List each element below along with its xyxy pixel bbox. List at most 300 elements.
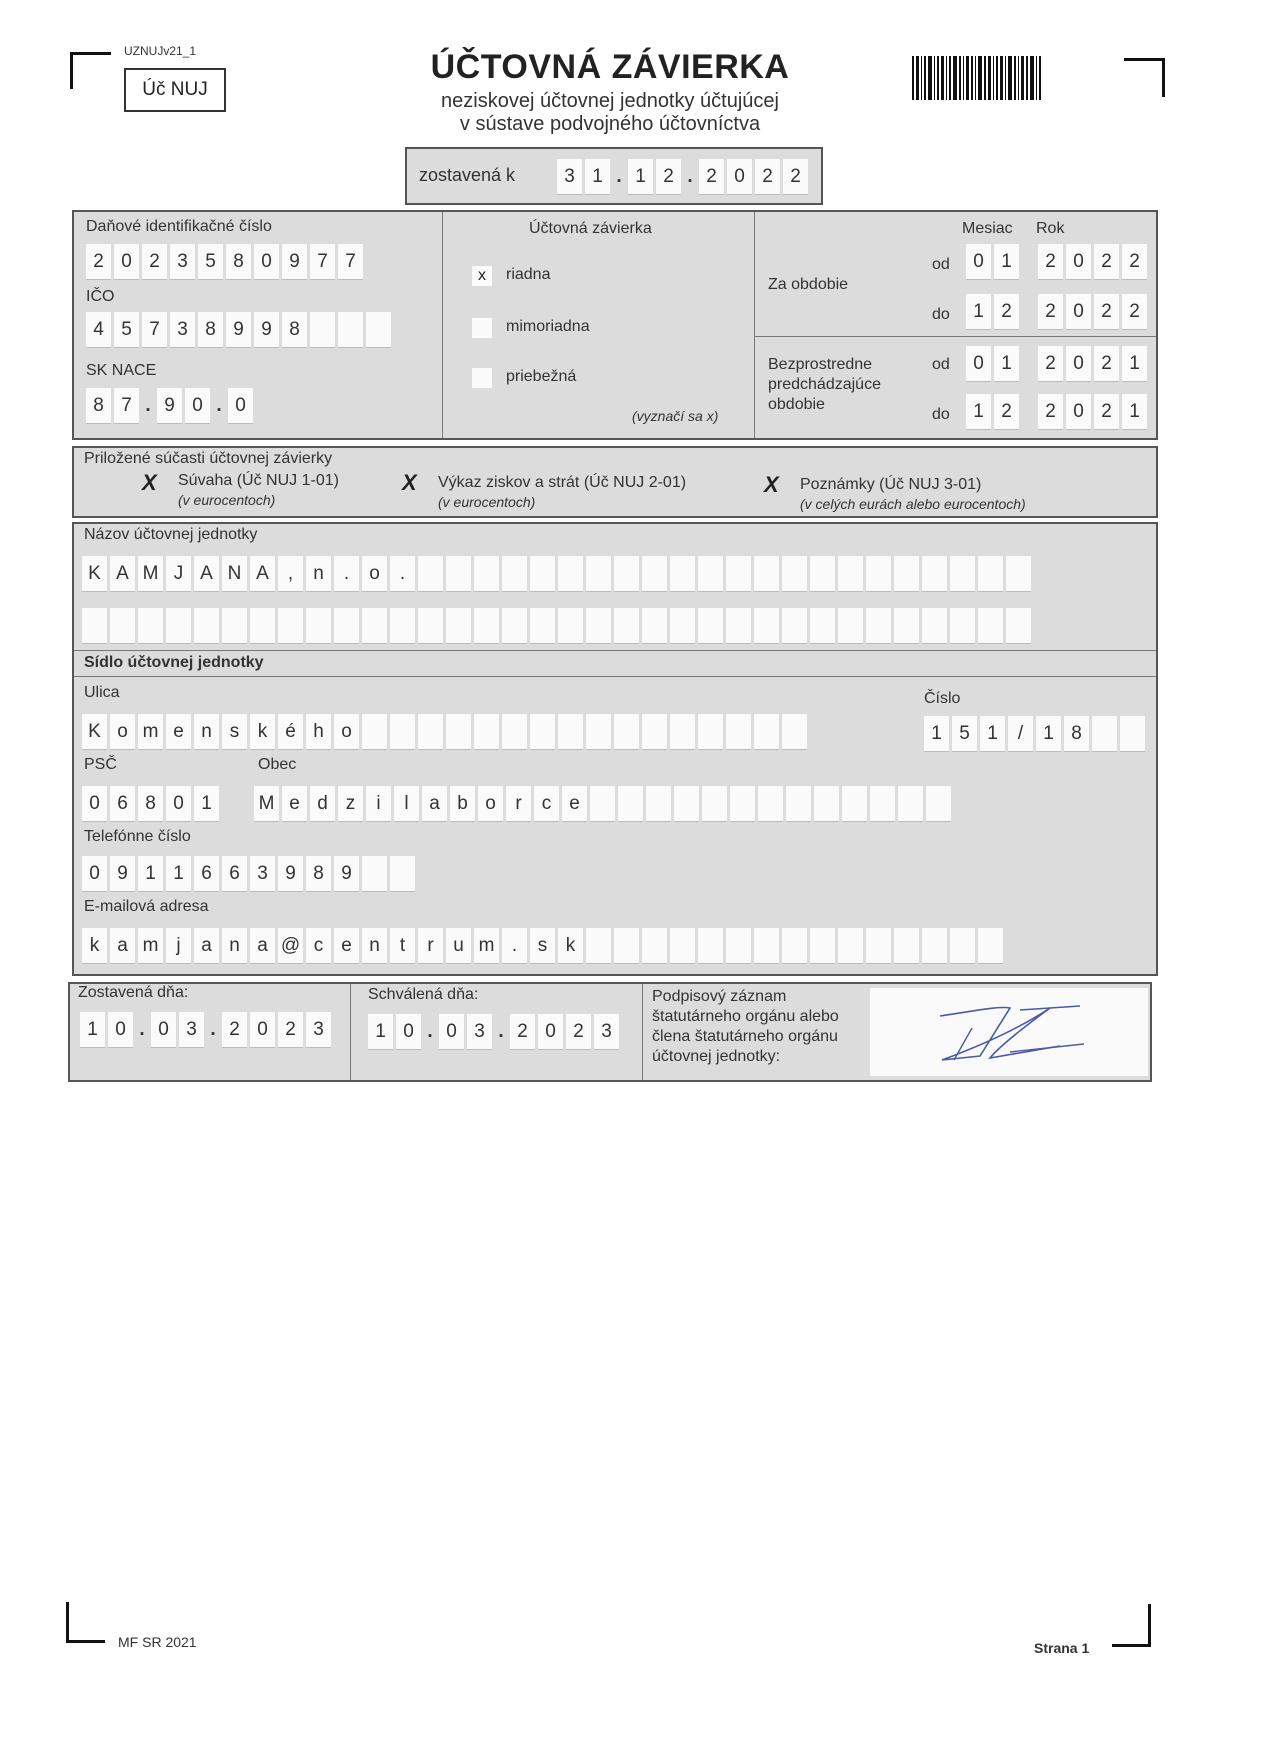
- char-cell[interactable]: o: [110, 714, 135, 750]
- approved-on-cells: [368, 1014, 619, 1050]
- char-cell[interactable]: 1: [980, 716, 1005, 752]
- char-cell[interactable]: M: [254, 786, 279, 822]
- char-cell[interactable]: [474, 556, 499, 592]
- char-cell[interactable]: l: [394, 786, 419, 822]
- checkbox-extraordinary[interactable]: [472, 318, 492, 338]
- char-cell[interactable]: [418, 556, 443, 592]
- char-cell[interactable]: 2: [1038, 294, 1063, 330]
- char-cell[interactable]: 0: [151, 1012, 176, 1048]
- char-cell[interactable]: 2: [994, 394, 1019, 430]
- checkbox-regular[interactable]: x: [472, 266, 492, 286]
- char-cell[interactable]: 3: [250, 856, 275, 892]
- char-cell[interactable]: é: [278, 714, 303, 750]
- char-cell[interactable]: 1: [585, 159, 610, 195]
- char-cell[interactable]: n: [194, 714, 219, 750]
- char-cell[interactable]: [782, 714, 807, 750]
- char-cell[interactable]: 7: [114, 388, 139, 424]
- char-cell[interactable]: 7: [310, 244, 335, 280]
- char-cell[interactable]: 6: [194, 856, 219, 892]
- char-cell[interactable]: .: [390, 556, 415, 592]
- email-label: E-mailová adresa: [84, 898, 209, 915]
- char-cell[interactable]: [698, 556, 723, 592]
- char-cell[interactable]: 1: [966, 294, 991, 330]
- char-cell[interactable]: e: [282, 786, 307, 822]
- char-cell[interactable]: [894, 608, 919, 644]
- char-cell[interactable]: 2: [1038, 244, 1063, 280]
- char-cell[interactable]: 0: [185, 388, 210, 424]
- char-cell[interactable]: [502, 714, 527, 750]
- char-cell[interactable]: [782, 608, 807, 644]
- char-cell[interactable]: [754, 714, 779, 750]
- char-cell[interactable]: [758, 786, 783, 822]
- char-cell[interactable]: [586, 556, 611, 592]
- char-cell[interactable]: k: [558, 928, 583, 964]
- char-cell[interactable]: [870, 786, 895, 822]
- char-cell[interactable]: 9: [226, 312, 251, 348]
- char-cell[interactable]: [894, 928, 919, 964]
- char-cell[interactable]: [922, 556, 947, 592]
- char-cell[interactable]: [338, 312, 363, 348]
- char-cell[interactable]: 3: [557, 159, 582, 195]
- char-cell[interactable]: 5: [114, 312, 139, 348]
- char-cell[interactable]: [726, 928, 751, 964]
- separator: .: [427, 1021, 433, 1042]
- char-cell[interactable]: [642, 714, 667, 750]
- char-cell[interactable]: K: [82, 556, 107, 592]
- closing-type-header: Účtovná závierka: [529, 220, 652, 237]
- char-cell[interactable]: r: [506, 786, 531, 822]
- dic-cells: [86, 244, 363, 280]
- char-cell[interactable]: a: [422, 786, 447, 822]
- char-cell[interactable]: [586, 714, 611, 750]
- char-cell[interactable]: 2: [510, 1014, 535, 1050]
- char-cell[interactable]: 3: [594, 1014, 619, 1050]
- current-from-month: [966, 244, 1019, 280]
- char-cell[interactable]: 3: [467, 1014, 492, 1050]
- char-cell[interactable]: [110, 608, 135, 644]
- char-cell[interactable]: 3: [170, 312, 195, 348]
- char-cell[interactable]: 0: [82, 856, 107, 892]
- attachment-pl-note: (v eurocentoch): [438, 494, 536, 510]
- char-cell[interactable]: 8: [306, 856, 331, 892]
- previous-from-label: od: [932, 356, 950, 373]
- char-cell[interactable]: [698, 928, 723, 964]
- char-cell[interactable]: [670, 714, 695, 750]
- char-cell[interactable]: 9: [157, 388, 182, 424]
- char-cell[interactable]: 1: [628, 159, 653, 195]
- char-cell[interactable]: r: [418, 928, 443, 964]
- char-cell[interactable]: [306, 608, 331, 644]
- separator: .: [210, 1019, 216, 1040]
- attachment-notes-mark[interactable]: X: [764, 472, 779, 497]
- char-cell[interactable]: [446, 608, 471, 644]
- char-cell[interactable]: [530, 714, 555, 750]
- char-cell[interactable]: 4: [86, 312, 111, 348]
- char-cell[interactable]: [950, 608, 975, 644]
- char-cell[interactable]: [558, 556, 583, 592]
- char-cell[interactable]: j: [166, 928, 191, 964]
- char-cell[interactable]: a: [194, 928, 219, 964]
- char-cell[interactable]: 0: [727, 159, 752, 195]
- char-cell[interactable]: 6: [110, 786, 135, 822]
- char-cell[interactable]: 0: [966, 346, 991, 382]
- char-cell[interactable]: [674, 786, 699, 822]
- char-cell[interactable]: [698, 608, 723, 644]
- char-cell[interactable]: K: [82, 714, 107, 750]
- char-cell[interactable]: 9: [282, 244, 307, 280]
- previous-period-label-2: predchádzajúce: [768, 376, 881, 393]
- char-cell[interactable]: [698, 714, 723, 750]
- checkbox-interim[interactable]: [472, 368, 492, 388]
- char-cell[interactable]: a: [110, 928, 135, 964]
- corner-mark-bottom-right: [1112, 1604, 1151, 1647]
- char-cell[interactable]: 1: [966, 394, 991, 430]
- char-cell[interactable]: 0: [538, 1014, 563, 1050]
- char-cell[interactable]: 1: [994, 346, 1019, 382]
- char-cell[interactable]: 5: [198, 244, 223, 280]
- attachment-pl-mark[interactable]: X: [402, 470, 417, 495]
- char-cell[interactable]: A: [194, 556, 219, 592]
- char-cell[interactable]: [418, 608, 443, 644]
- char-cell[interactable]: J: [166, 556, 191, 592]
- char-cell[interactable]: N: [222, 556, 247, 592]
- char-cell[interactable]: A: [250, 556, 275, 592]
- char-cell[interactable]: [926, 786, 951, 822]
- corner-mark-top-right: [1124, 58, 1165, 97]
- char-cell[interactable]: [530, 608, 555, 644]
- city-cells: [254, 786, 951, 822]
- char-cell[interactable]: [586, 608, 611, 644]
- char-cell[interactable]: [558, 608, 583, 644]
- char-cell[interactable]: [642, 608, 667, 644]
- char-cell[interactable]: 3: [179, 1012, 204, 1048]
- char-cell[interactable]: M: [138, 556, 163, 592]
- char-cell[interactable]: 2: [1094, 294, 1119, 330]
- char-cell[interactable]: 3: [306, 1012, 331, 1048]
- char-cell[interactable]: 2: [656, 159, 681, 195]
- char-cell[interactable]: [810, 556, 835, 592]
- char-cell[interactable]: d: [310, 786, 335, 822]
- char-cell[interactable]: [642, 928, 667, 964]
- char-cell[interactable]: [362, 608, 387, 644]
- char-cell[interactable]: 0: [966, 244, 991, 280]
- char-cell[interactable]: 2: [142, 244, 167, 280]
- approved-on-label: Schválená dňa:: [368, 986, 479, 1003]
- char-cell[interactable]: [334, 608, 359, 644]
- ico-cells: [86, 312, 391, 348]
- char-cell[interactable]: [1120, 716, 1145, 752]
- signature-label-3: člena štatutárneho orgánu: [652, 1028, 838, 1045]
- char-cell[interactable]: /: [1008, 716, 1033, 752]
- char-cell[interactable]: 0: [108, 1012, 133, 1048]
- char-cell[interactable]: 2: [1122, 294, 1147, 330]
- char-cell[interactable]: [670, 608, 695, 644]
- char-cell[interactable]: [250, 608, 275, 644]
- char-cell[interactable]: s: [222, 714, 247, 750]
- char-cell[interactable]: [642, 556, 667, 592]
- char-cell[interactable]: [586, 928, 611, 964]
- char-cell[interactable]: e: [334, 928, 359, 964]
- char-cell[interactable]: ,: [278, 556, 303, 592]
- char-cell[interactable]: o: [478, 786, 503, 822]
- char-cell[interactable]: 5: [952, 716, 977, 752]
- char-cell[interactable]: m: [138, 714, 163, 750]
- char-cell[interactable]: [726, 608, 751, 644]
- current-period-label: Za obdobie: [768, 276, 849, 293]
- char-cell[interactable]: 2: [1094, 244, 1119, 280]
- char-cell[interactable]: [82, 608, 107, 644]
- char-cell[interactable]: h: [306, 714, 331, 750]
- char-cell[interactable]: [446, 556, 471, 592]
- char-cell[interactable]: 6: [222, 856, 247, 892]
- char-cell[interactable]: k: [82, 928, 107, 964]
- char-cell[interactable]: [922, 928, 947, 964]
- email-cells: [82, 928, 1003, 964]
- char-cell[interactable]: 1: [994, 244, 1019, 280]
- char-cell[interactable]: [838, 928, 863, 964]
- char-cell[interactable]: [194, 608, 219, 644]
- char-cell[interactable]: 7: [338, 244, 363, 280]
- char-cell[interactable]: 2: [222, 1012, 247, 1048]
- char-cell[interactable]: t: [390, 928, 415, 964]
- form-type-box: [124, 68, 226, 112]
- char-cell[interactable]: [418, 714, 443, 750]
- char-cell[interactable]: b: [450, 786, 475, 822]
- char-cell[interactable]: [1092, 716, 1117, 752]
- compiled-date-label: zostavená k: [419, 165, 516, 185]
- char-cell[interactable]: [222, 608, 247, 644]
- char-cell[interactable]: [530, 556, 555, 592]
- char-cell[interactable]: 1: [138, 856, 163, 892]
- char-cell[interactable]: [726, 556, 751, 592]
- option-extraordinary-label: mimoriadna: [506, 318, 590, 335]
- char-cell[interactable]: s: [530, 928, 555, 964]
- nace-label: SK NACE: [86, 362, 157, 379]
- char-cell[interactable]: [646, 786, 671, 822]
- char-cell[interactable]: [1006, 608, 1031, 644]
- psc-cells: [82, 786, 219, 822]
- current-to-year: [1038, 294, 1147, 330]
- previous-period-label-1: Bezprostredne: [768, 356, 873, 373]
- char-cell[interactable]: [950, 556, 975, 592]
- barcode-image: [912, 56, 1041, 100]
- char-cell[interactable]: 2: [1122, 244, 1147, 280]
- char-cell[interactable]: [310, 312, 335, 348]
- char-cell[interactable]: 0: [396, 1014, 421, 1050]
- char-cell[interactable]: [390, 714, 415, 750]
- char-cell[interactable]: e: [166, 714, 191, 750]
- char-cell[interactable]: [786, 786, 811, 822]
- char-cell[interactable]: [730, 786, 755, 822]
- char-cell[interactable]: 2: [994, 294, 1019, 330]
- char-cell[interactable]: [278, 608, 303, 644]
- char-cell[interactable]: a: [250, 928, 275, 964]
- char-cell[interactable]: e: [562, 786, 587, 822]
- char-cell[interactable]: [978, 556, 1003, 592]
- char-cell[interactable]: u: [446, 928, 471, 964]
- char-cell[interactable]: [754, 608, 779, 644]
- char-cell[interactable]: m: [138, 928, 163, 964]
- phone-cells: [82, 856, 415, 892]
- char-cell[interactable]: .: [502, 928, 527, 964]
- char-cell[interactable]: [978, 608, 1003, 644]
- char-cell[interactable]: 9: [110, 856, 135, 892]
- char-cell[interactable]: 0: [1066, 294, 1091, 330]
- char-cell[interactable]: 8: [86, 388, 111, 424]
- char-cell[interactable]: 1: [368, 1014, 393, 1050]
- char-cell[interactable]: 0: [82, 786, 107, 822]
- char-cell[interactable]: [138, 608, 163, 644]
- char-cell[interactable]: o: [362, 556, 387, 592]
- char-cell[interactable]: [1006, 556, 1031, 592]
- char-cell[interactable]: 2: [1094, 394, 1119, 430]
- char-cell[interactable]: [614, 928, 639, 964]
- char-cell[interactable]: [950, 928, 975, 964]
- char-cell[interactable]: 2: [278, 1012, 303, 1048]
- char-cell[interactable]: 1: [1122, 394, 1147, 430]
- char-cell[interactable]: 1: [1122, 346, 1147, 382]
- char-cell[interactable]: A: [110, 556, 135, 592]
- char-cell[interactable]: [390, 856, 415, 892]
- char-cell[interactable]: 8: [226, 244, 251, 280]
- char-cell[interactable]: 9: [278, 856, 303, 892]
- char-cell[interactable]: [922, 608, 947, 644]
- char-cell[interactable]: 0: [250, 1012, 275, 1048]
- char-cell[interactable]: [842, 786, 867, 822]
- char-cell[interactable]: c: [534, 786, 559, 822]
- char-cell[interactable]: 0: [254, 244, 279, 280]
- char-cell[interactable]: 8: [138, 786, 163, 822]
- previous-to-label: do: [932, 406, 950, 423]
- char-cell[interactable]: n: [306, 556, 331, 592]
- char-cell[interactable]: [474, 714, 499, 750]
- previous-to-month: [966, 394, 1019, 430]
- separator: .: [616, 166, 622, 187]
- char-cell[interactable]: [866, 928, 891, 964]
- char-cell[interactable]: [446, 714, 471, 750]
- char-cell[interactable]: [810, 608, 835, 644]
- char-cell[interactable]: [814, 786, 839, 822]
- city-label: Obec: [258, 756, 297, 773]
- char-cell[interactable]: [810, 928, 835, 964]
- char-cell[interactable]: [614, 608, 639, 644]
- char-cell[interactable]: [754, 928, 779, 964]
- signature-field[interactable]: [870, 988, 1148, 1076]
- char-cell[interactable]: [362, 714, 387, 750]
- char-cell[interactable]: [782, 556, 807, 592]
- char-cell[interactable]: [702, 786, 727, 822]
- attachment-balance-mark[interactable]: X: [142, 470, 157, 495]
- char-cell[interactable]: 8: [1064, 716, 1089, 752]
- char-cell[interactable]: 7: [142, 312, 167, 348]
- char-cell[interactable]: 9: [334, 856, 359, 892]
- char-cell[interactable]: [362, 856, 387, 892]
- attachment-notes-note: (v celých eurách alebo eurocentoch): [800, 496, 1026, 512]
- char-cell[interactable]: [558, 714, 583, 750]
- separator: .: [139, 1019, 145, 1040]
- char-cell[interactable]: 0: [1066, 244, 1091, 280]
- char-cell[interactable]: 1: [80, 1012, 105, 1048]
- char-cell[interactable]: 8: [282, 312, 307, 348]
- char-cell[interactable]: [670, 928, 695, 964]
- char-cell[interactable]: n: [362, 928, 387, 964]
- char-cell[interactable]: [390, 608, 415, 644]
- char-cell[interactable]: 0: [114, 244, 139, 280]
- compiled-on-cells: [80, 1012, 331, 1048]
- char-cell[interactable]: [474, 608, 499, 644]
- char-cell[interactable]: c: [306, 928, 331, 964]
- char-cell[interactable]: 8: [198, 312, 223, 348]
- number-label: Číslo: [924, 690, 961, 707]
- char-cell[interactable]: 2: [783, 159, 808, 195]
- char-cell[interactable]: [838, 608, 863, 644]
- char-cell[interactable]: [614, 714, 639, 750]
- char-cell[interactable]: 9: [254, 312, 279, 348]
- char-cell[interactable]: [866, 556, 891, 592]
- char-cell[interactable]: z: [338, 786, 363, 822]
- char-cell[interactable]: 1: [194, 786, 219, 822]
- char-cell[interactable]: k: [250, 714, 275, 750]
- current-to-label: do: [932, 306, 950, 323]
- separator: .: [216, 395, 222, 416]
- char-cell[interactable]: [590, 786, 615, 822]
- compiled-date-box: [405, 147, 823, 205]
- char-cell[interactable]: o: [334, 714, 359, 750]
- char-cell[interactable]: [978, 928, 1003, 964]
- char-cell[interactable]: 2: [1094, 346, 1119, 382]
- char-cell[interactable]: [166, 608, 191, 644]
- char-cell[interactable]: 2: [566, 1014, 591, 1050]
- entity-name-line2: [82, 608, 1031, 644]
- char-cell[interactable]: [898, 786, 923, 822]
- char-cell[interactable]: 0: [439, 1014, 464, 1050]
- char-cell[interactable]: 2: [1038, 346, 1063, 382]
- char-cell[interactable]: 2: [699, 159, 724, 195]
- char-cell[interactable]: [782, 928, 807, 964]
- char-cell[interactable]: [838, 556, 863, 592]
- entity-name-line1: [82, 556, 1031, 592]
- char-cell[interactable]: 0: [228, 388, 253, 424]
- char-cell[interactable]: 2: [1038, 394, 1063, 430]
- char-cell[interactable]: 1: [924, 716, 949, 752]
- char-cell[interactable]: 3: [170, 244, 195, 280]
- char-cell[interactable]: [670, 556, 695, 592]
- char-cell[interactable]: .: [334, 556, 359, 592]
- char-cell[interactable]: [502, 556, 527, 592]
- char-cell[interactable]: 2: [86, 244, 111, 280]
- char-cell[interactable]: [618, 786, 643, 822]
- char-cell[interactable]: i: [366, 786, 391, 822]
- char-cell[interactable]: 0: [166, 786, 191, 822]
- char-cell[interactable]: 0: [1066, 346, 1091, 382]
- char-cell[interactable]: [614, 556, 639, 592]
- char-cell[interactable]: m: [474, 928, 499, 964]
- char-cell[interactable]: [866, 608, 891, 644]
- char-cell[interactable]: [502, 608, 527, 644]
- previous-period-label-3: obdobie: [768, 396, 825, 413]
- char-cell[interactable]: 1: [1036, 716, 1061, 752]
- char-cell[interactable]: [726, 714, 751, 750]
- char-cell[interactable]: [894, 556, 919, 592]
- compiled-on-label: Zostavená dňa:: [78, 984, 189, 1001]
- char-cell[interactable]: @: [278, 928, 303, 964]
- char-cell[interactable]: 2: [755, 159, 780, 195]
- char-cell[interactable]: 1: [166, 856, 191, 892]
- char-cell[interactable]: [754, 556, 779, 592]
- char-cell[interactable]: n: [222, 928, 247, 964]
- char-cell[interactable]: [366, 312, 391, 348]
- char-cell[interactable]: 0: [1066, 394, 1091, 430]
